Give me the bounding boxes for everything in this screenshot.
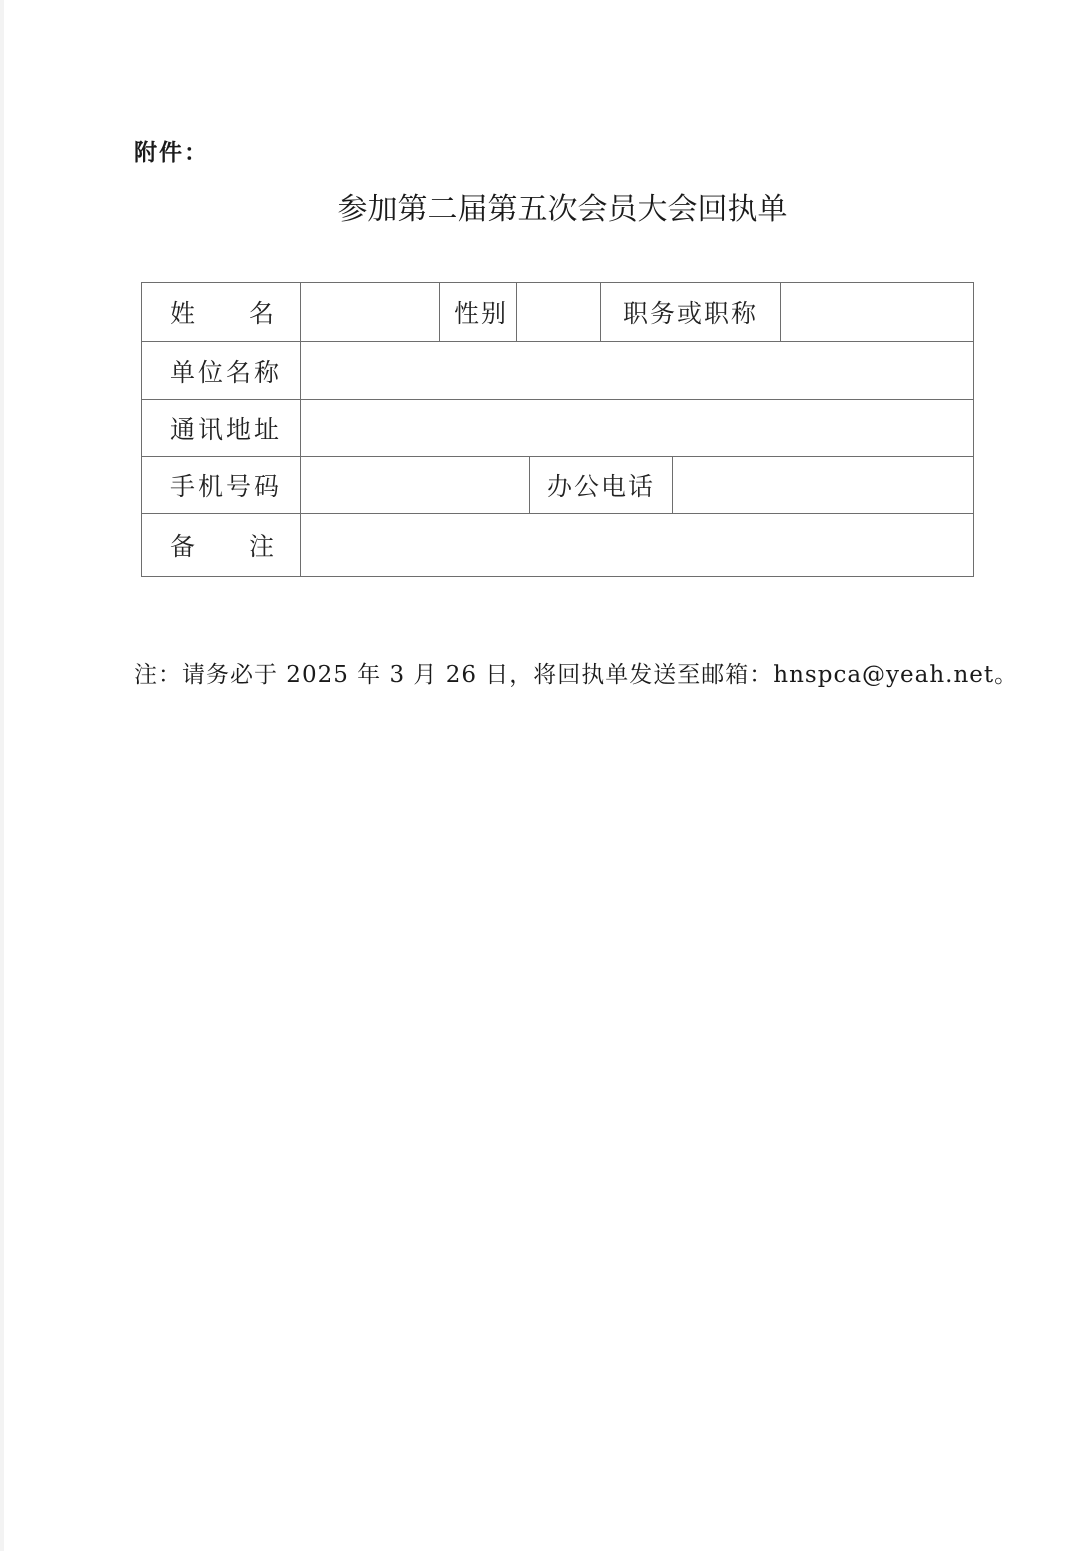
remarks-label	[142, 514, 301, 577]
position-label: 职务或职称	[601, 283, 781, 342]
remarks-label-char-2: 注	[248, 532, 274, 561]
form-row-name	[142, 283, 974, 342]
office-phone-label: 办公电话	[530, 457, 673, 514]
mobile-label: 手机号码	[142, 457, 301, 514]
remarks-field[interactable]	[301, 514, 974, 577]
mobile-field[interactable]	[301, 457, 530, 514]
reply-form-table	[141, 282, 974, 577]
name-field[interactable]	[301, 283, 440, 342]
form-row-remarks	[142, 514, 974, 577]
address-label: 通讯地址	[142, 400, 301, 457]
organization-field[interactable]	[301, 342, 974, 400]
form-row-organization	[142, 342, 974, 400]
attachment-label: 附件：	[134, 140, 209, 166]
document-title: 参加第二届第五次会员大会回执单	[337, 192, 788, 227]
name-label	[142, 283, 301, 342]
position-field[interactable]	[781, 283, 974, 342]
organization-label: 单位名称	[142, 342, 301, 400]
footer-note: 注：请务必于 2025 年 3 月 26 日，将回执单发送至邮箱：hnspca@yeah.net。	[134, 662, 1019, 688]
remarks-label-char-1: 备	[170, 532, 196, 561]
form-row-phone	[142, 457, 974, 514]
gender-label: 性别	[440, 283, 517, 342]
form-row-address	[142, 400, 974, 457]
address-field[interactable]	[301, 400, 974, 457]
office-phone-field[interactable]	[673, 457, 974, 514]
gender-field[interactable]	[517, 283, 601, 342]
page-edge	[0, 0, 4, 1551]
name-label-char-2: 名	[248, 299, 274, 328]
name-label-char-1: 姓	[170, 299, 196, 328]
